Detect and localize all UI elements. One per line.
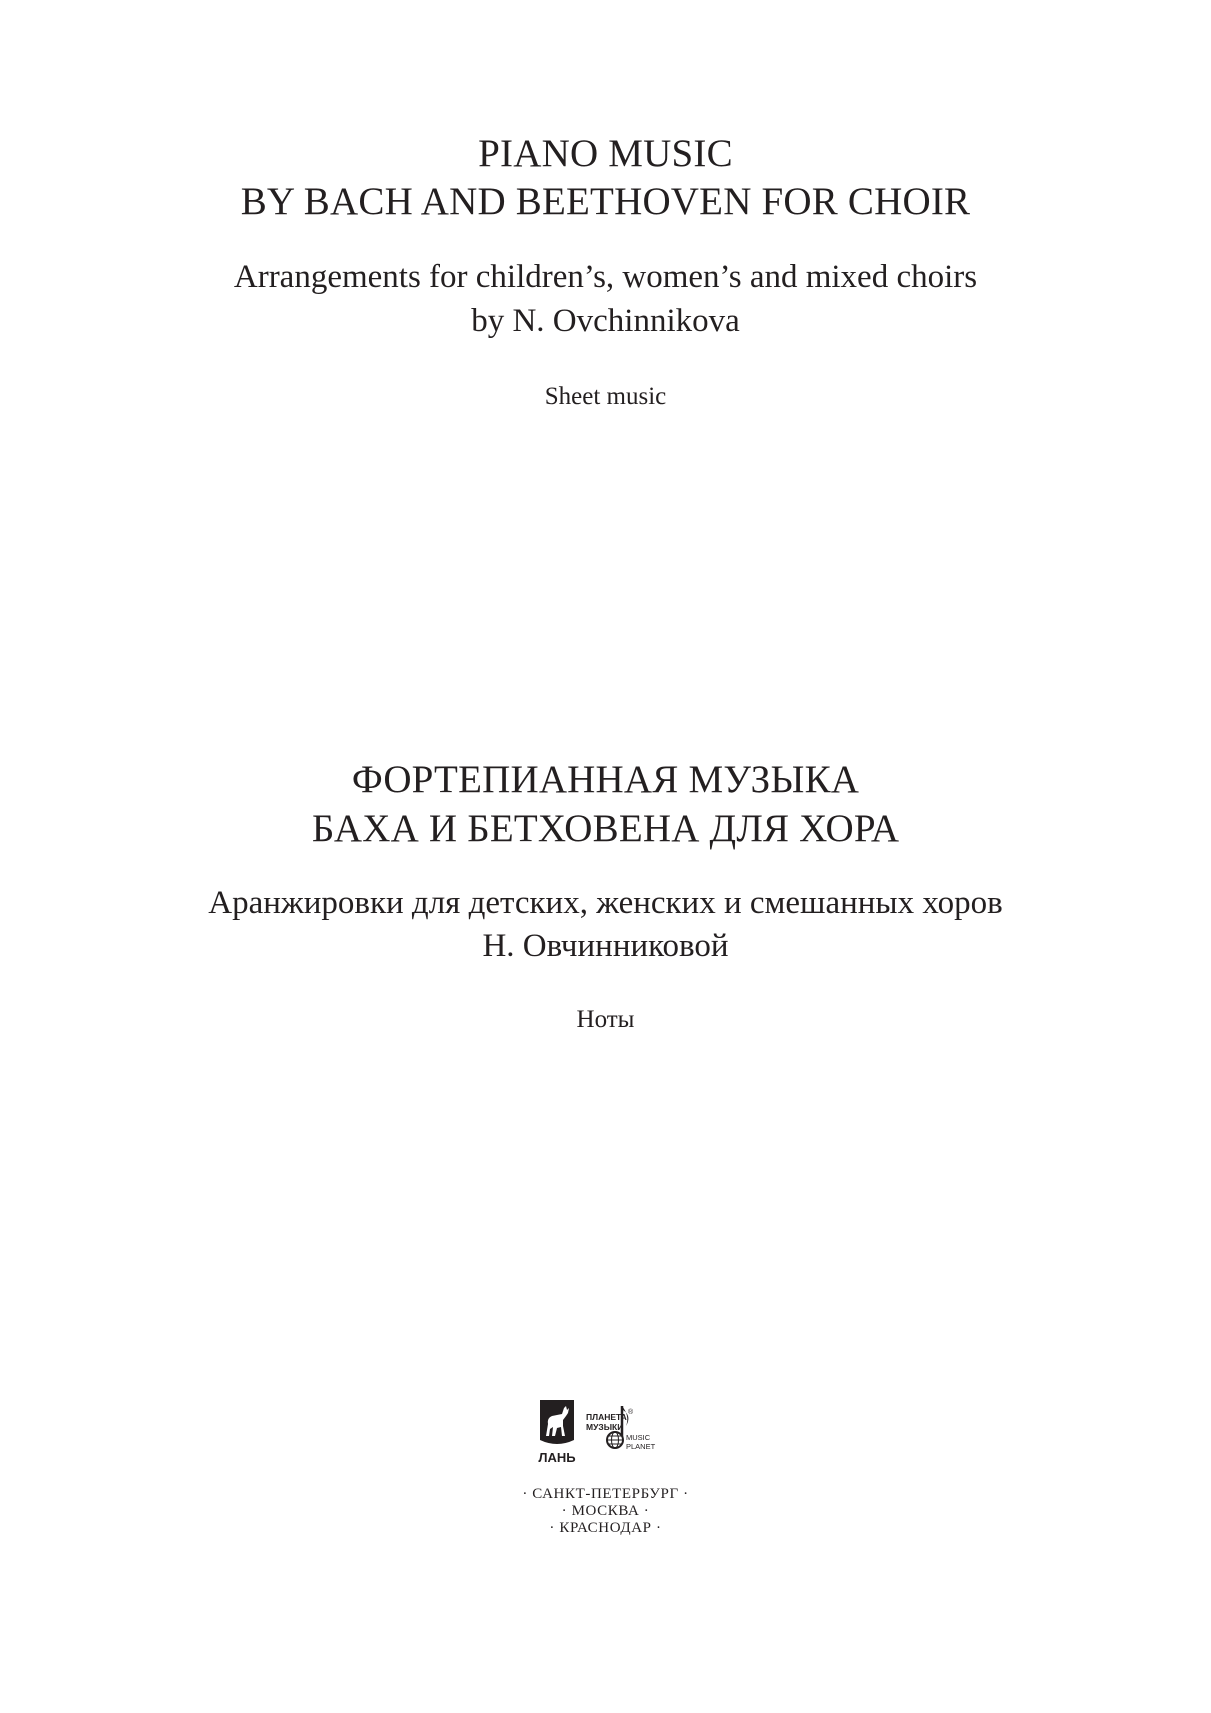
english-publication-type: Sheet music bbox=[544, 383, 667, 410]
registered-mark: ® bbox=[628, 1409, 634, 1416]
english-subtitle-line-1: Arrangements for children’s, women’s and mixed choirs bbox=[233, 259, 978, 295]
english-title-line-2: BY BACH AND BEETHOVEN FOR CHOIR bbox=[240, 180, 971, 223]
city-saint-petersburg: · САНКТ-ПЕТЕРБУРГ · bbox=[522, 1486, 689, 1502]
russian-title-line-1: ФОРТЕПИАННАЯ МУЗЫКА bbox=[351, 758, 860, 801]
russian-subtitle-line-1: Аранжировки для детских, женских и смешанных хоров bbox=[208, 885, 1003, 921]
publisher-logo bbox=[536, 1396, 701, 1476]
city-krasnodar: · КРАСНОДАР · bbox=[549, 1520, 662, 1536]
russian-subtitle-line-2: Н. Овчинниковой bbox=[482, 928, 729, 964]
logo-lan-text: ЛАНЬ bbox=[538, 1450, 576, 1465]
english-title-line-1: PIANO MUSIC bbox=[478, 132, 733, 175]
deer-emblem-icon bbox=[538, 1400, 575, 1465]
logo-planet-text: ПЛАНЕТА bbox=[586, 1412, 627, 1422]
logo-music-en-text: MUSIC bbox=[626, 1433, 651, 1442]
english-subtitle-line-2: by N. Ovchinnikova bbox=[471, 303, 740, 339]
planet-music-emblem-icon bbox=[586, 1406, 656, 1451]
logo-planet-en-text: PLANET bbox=[626, 1442, 656, 1451]
city-moscow: · МОСКВА · bbox=[561, 1503, 650, 1519]
russian-publication-type: Ноты bbox=[576, 1006, 635, 1033]
russian-title-line-2: БАХА И БЕТХОВЕНА ДЛЯ ХОРА bbox=[311, 807, 900, 850]
logo-music-text: МУЗЫКИ bbox=[586, 1422, 624, 1432]
